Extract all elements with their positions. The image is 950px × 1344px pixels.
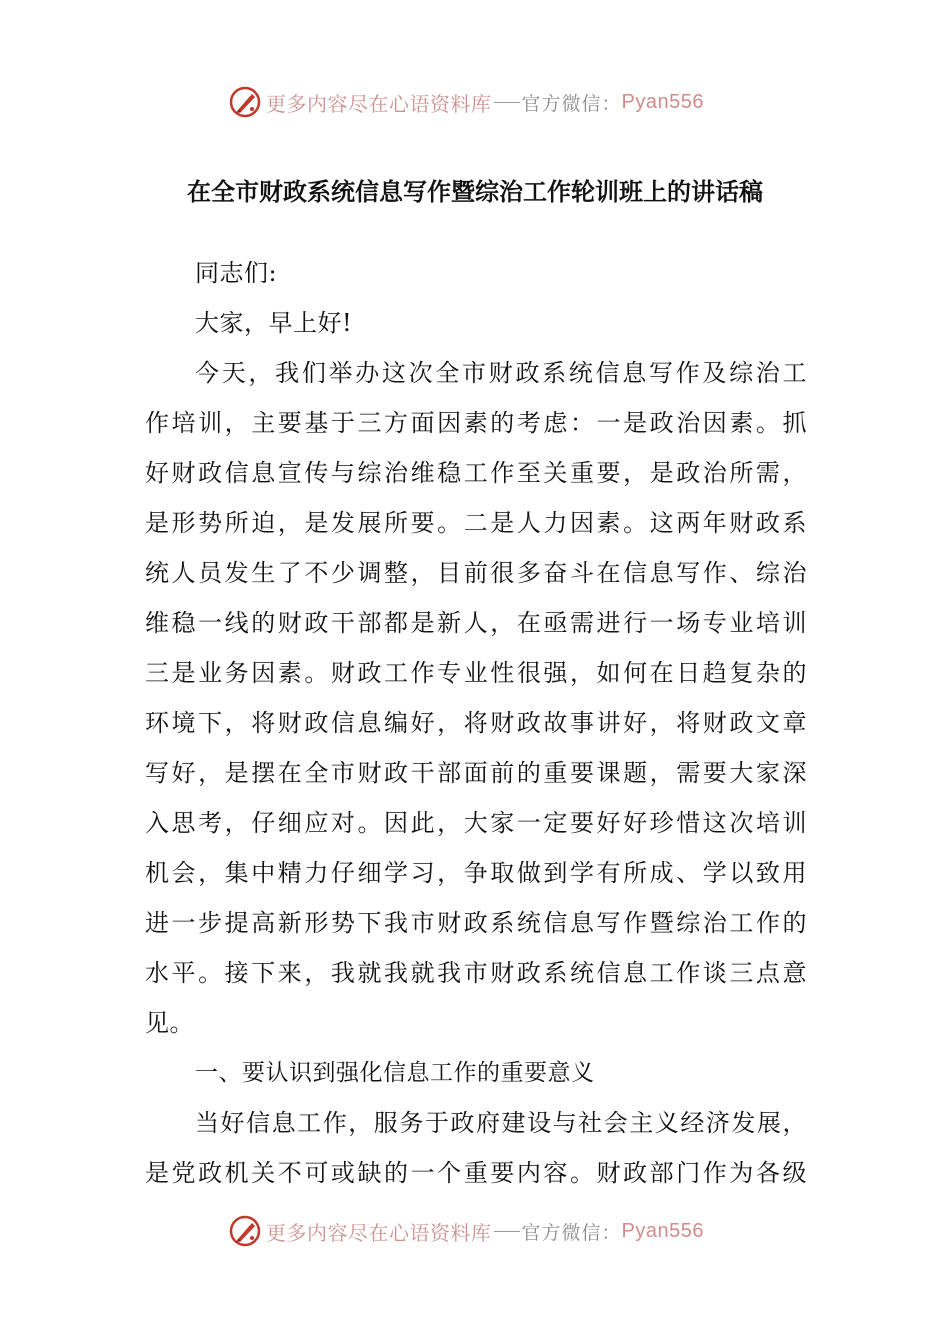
paragraph-line: 好财政信息宣传与综治维稳工作至关重要，是政治所需， xyxy=(145,459,807,487)
paragraph-line: 作培训，主要基于三方面因素的考虑：一是政治因素。抓 xyxy=(145,409,807,437)
paragraph-line: 是形势所迫，是发展所要。二是人力因素。这两年财政系 xyxy=(145,509,807,537)
document-body xyxy=(145,248,807,1198)
paragraph-line: 当好信息工作，服务于政府建设与社会主义经济发展， xyxy=(195,1109,807,1137)
watermark-brand-text: 更多内容尽在心语资料库 xyxy=(266,91,492,116)
watermark-brand-text: 更多内容尽在心语资料库 xyxy=(266,1220,492,1245)
document-title: 在全市财政系统信息写作暨综治工作轮训班上的讲话稿 xyxy=(187,178,763,206)
watermark-banner-top xyxy=(228,82,728,122)
paragraph-line: 机会，集中精力仔细学习，争取做到学有所成、学以致用 xyxy=(145,859,807,887)
paragraph-line: 水平。接下来，我就我就我市财政系统信息工作谈三点意 xyxy=(145,959,807,987)
paragraph-line: 环境下，将财政信息编好，将财政故事讲好，将财政文章 xyxy=(145,709,807,737)
watermark-dash xyxy=(494,1231,520,1232)
paragraph-line: 是党政机关不可或缺的一个重要内容。财政部门作为各级 xyxy=(145,1159,807,1187)
pen-logo-icon xyxy=(228,1214,262,1248)
watermark-wechat-label: 官方微信： xyxy=(521,1221,622,1244)
paragraph-line: 维稳一线的财政干部都是新人，在亟需进行一场专业培训 xyxy=(145,609,807,637)
watermark-wechat-label: 官方微信： xyxy=(521,92,622,115)
greeting-line: 大家，早上好! xyxy=(195,309,353,337)
watermark-wechat-id: Pyan556 xyxy=(621,90,704,113)
watermark-dash xyxy=(494,102,520,103)
section-heading: 一、要认识到强化信息工作的重要意义 xyxy=(195,1060,595,1086)
salutation-line: 同志们: xyxy=(195,259,278,287)
pen-logo-icon xyxy=(228,85,262,119)
watermark-wechat-id: Pyan556 xyxy=(621,1219,704,1242)
paragraph-line: 见。 xyxy=(145,1009,194,1037)
paragraph-line: 三是业务因素。财政工作专业性很强，如何在日趋复杂的 xyxy=(145,659,807,687)
paragraph-line: 入思考，仔细应对。因此，大家一定要好好珍惜这次培训 xyxy=(145,809,807,837)
paragraph-line: 今天，我们举办这次全市财政系统信息写作及综治工 xyxy=(195,359,807,387)
paragraph-line: 写好，是摆在全市财政干部面前的重要课题，需要大家深 xyxy=(145,759,807,787)
paragraph-line: 统人员发生了不少调整，目前很多奋斗在信息写作、综治 xyxy=(145,559,807,587)
paragraph-line: 进一步提高新形势下我市财政系统信息写作暨综治工作的 xyxy=(145,909,807,937)
watermark-banner-bottom xyxy=(228,1211,728,1251)
